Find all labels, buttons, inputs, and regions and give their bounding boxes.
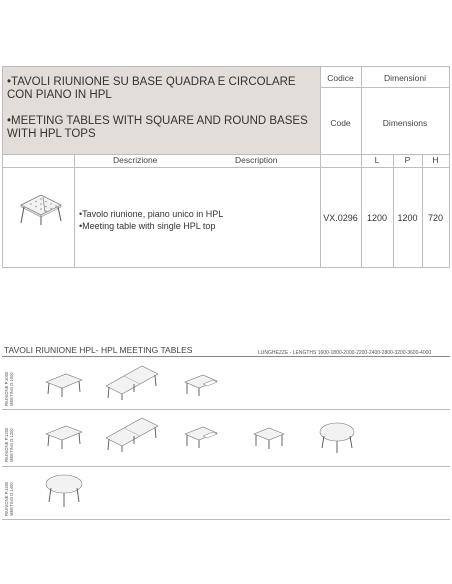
description-label: Description xyxy=(235,155,278,165)
table-extension-image xyxy=(183,424,219,450)
lengths-label: LUNGHEZZE - LENGTHS 1600-1800-2000-2200-2400-2800-3200-3600-4000 xyxy=(258,350,432,356)
row-length: 1200 xyxy=(366,213,388,223)
descrizione-label: Descrizione xyxy=(113,155,158,165)
divider xyxy=(3,167,449,168)
row-divider xyxy=(2,466,450,467)
row-height: 720 xyxy=(427,213,444,223)
row-code: VX.0296 xyxy=(323,213,358,223)
table-round-large-image xyxy=(44,472,84,508)
row-label-p1200: RIUNIONE P.1200 MEETING D.1200 xyxy=(4,427,14,462)
col-l-label: L xyxy=(374,155,380,165)
row-label-p1400: RIUNIONE P.1400 MEETING D.1400 xyxy=(4,481,14,516)
table-title-italian: •TAVOLI RIUNIONE SU BASE QUADRA E CIRCOLARE CON PIANO IN HPL xyxy=(7,76,296,101)
col-h-label: H xyxy=(432,155,439,165)
table-product-image xyxy=(17,185,63,225)
table-title-english: •MEETING TABLES WITH SQUARE AND ROUND BASES WITH HPL TOPS xyxy=(7,115,308,140)
row-description-english: •Meeting table with single HPL top xyxy=(79,221,216,231)
section-divider xyxy=(2,356,450,357)
row-depth: 1200 xyxy=(397,213,418,223)
row-divider xyxy=(2,409,450,410)
table-extension-image xyxy=(183,372,219,398)
divider xyxy=(422,154,423,267)
range-section-title: TAVOLI RIUNIONE HPL- HPL MEETING TABLES xyxy=(4,345,193,355)
table-rect-long-image xyxy=(104,414,160,452)
product-table xyxy=(2,66,450,268)
divider xyxy=(74,154,75,267)
table-square-image xyxy=(252,424,286,450)
divider xyxy=(393,154,394,267)
codice-label: Codice xyxy=(327,73,354,83)
row-divider xyxy=(2,519,450,520)
row-description-italian: •Tavolo riunione, piano unico in HPL xyxy=(79,209,224,219)
table-rect-small-image xyxy=(44,422,84,450)
code-label: Code xyxy=(330,118,351,128)
divider xyxy=(320,87,449,88)
table-rect-long-image xyxy=(104,362,160,400)
table-round-image xyxy=(318,420,356,454)
dimensions-label: Dimensions xyxy=(382,118,428,128)
table-rect-small-image xyxy=(44,370,84,398)
row-label-p1000: RIUNIONE P.1000 MEETING D.1000 xyxy=(4,371,14,406)
dimensioni-label: Dimensioni xyxy=(383,73,427,83)
col-p-label: P xyxy=(404,155,411,165)
